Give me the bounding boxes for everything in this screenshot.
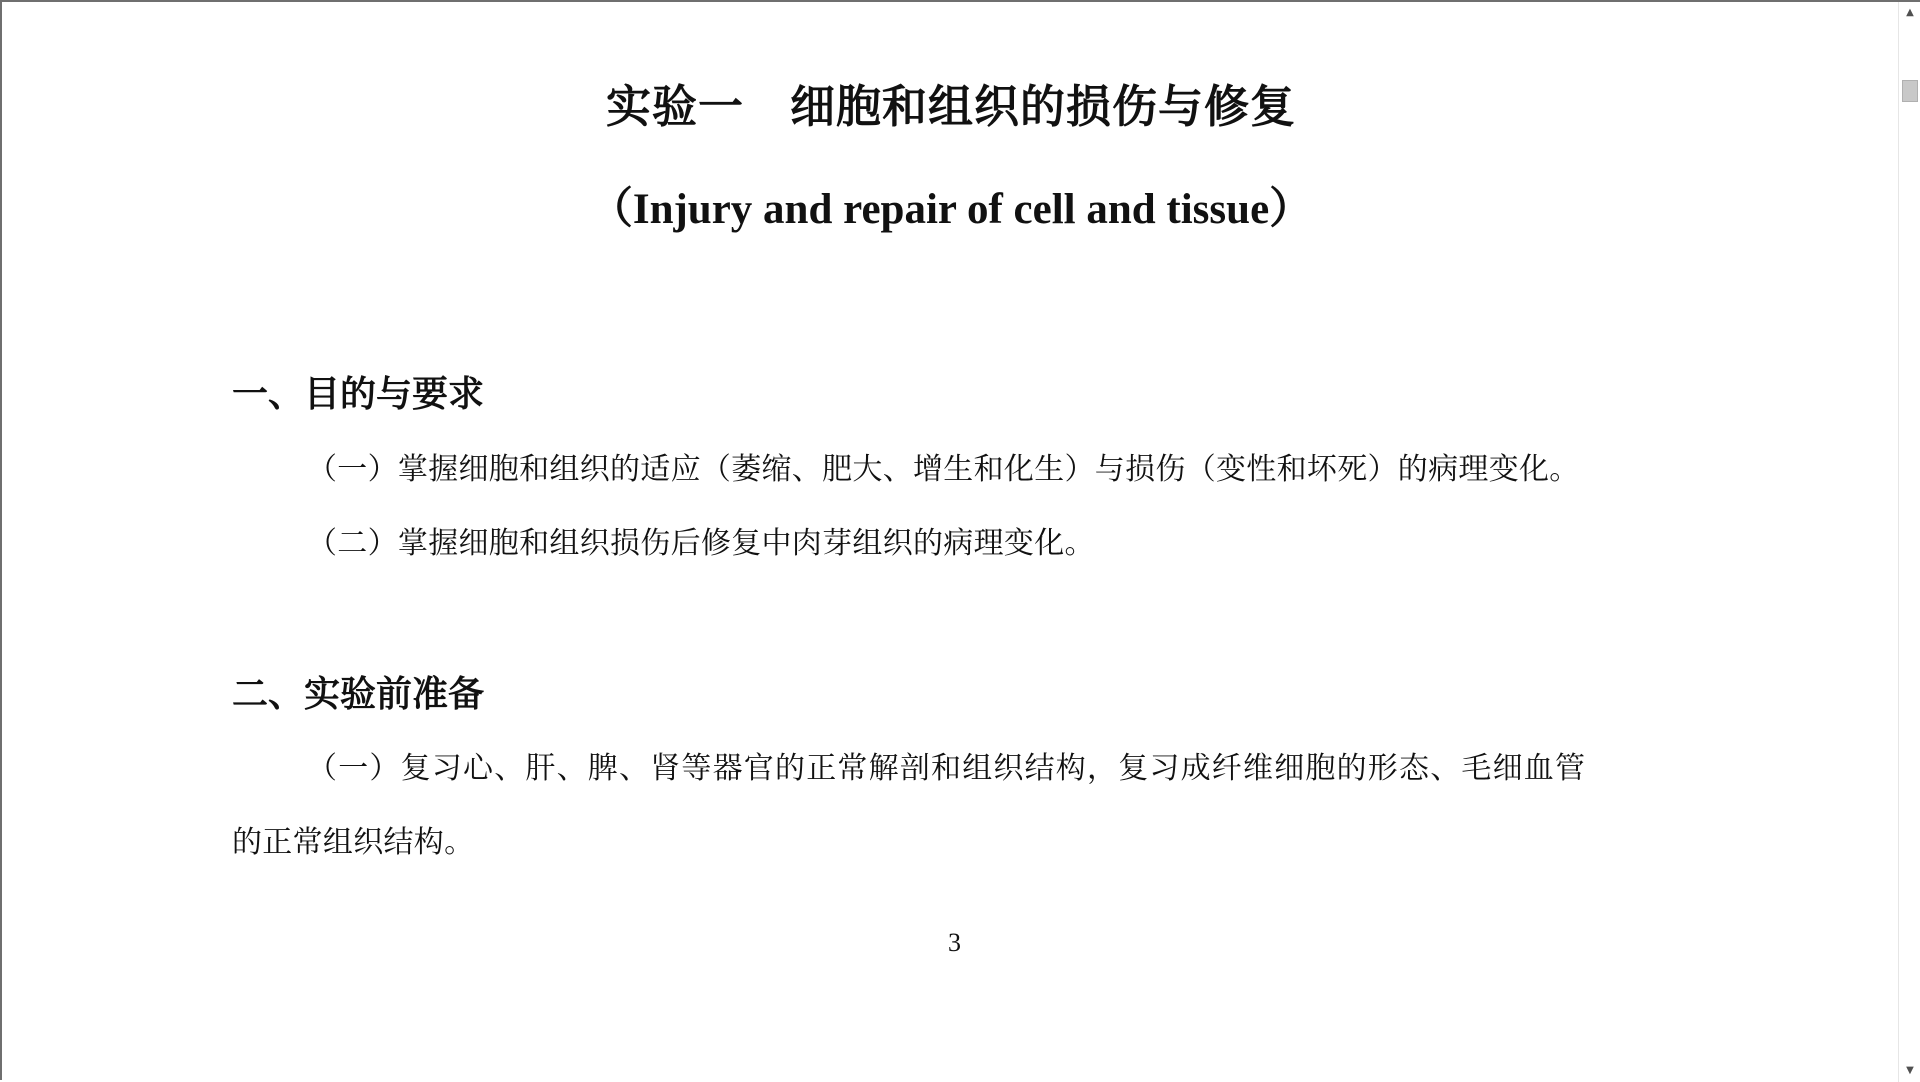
- scrollbar-thumb[interactable]: [1902, 80, 1918, 102]
- page-number: 3: [948, 928, 961, 957]
- section-heading-preparation: 二、实验前准备: [232, 673, 485, 715]
- document-page: [2, 2, 1900, 1082]
- scroll-up-arrow-icon[interactable]: ▲: [1906, 7, 1914, 18]
- paragraph-objective-1: （一）掌握细胞和组织的适应（萎缩、肥大、增生和化生）与损伤（变性和坏死）的病理变化。: [307, 452, 1580, 487]
- paragraph-preparation-1: （一）复习心、肝、脾、肾等器官的正常解剖和组织结构，复习成纤维细胞的形态、毛细血管: [307, 751, 1587, 786]
- section-heading-objectives: 一、目的与要求: [232, 373, 485, 415]
- paragraph-objective-2: （二）掌握细胞和组织损伤后修复中肉芽组织的病理变化。: [307, 526, 1095, 561]
- vertical-scrollbar[interactable]: [1898, 2, 1920, 1082]
- paragraph-preparation-1-continued: 的正常组织结构。: [232, 825, 475, 860]
- page-title: 实验一 细胞和组织的损伤与修复: [605, 80, 1296, 133]
- scroll-down-arrow-icon[interactable]: ▼: [1906, 1065, 1914, 1076]
- page-subtitle-english: （Injury and repair of cell and tissue）: [589, 186, 1313, 233]
